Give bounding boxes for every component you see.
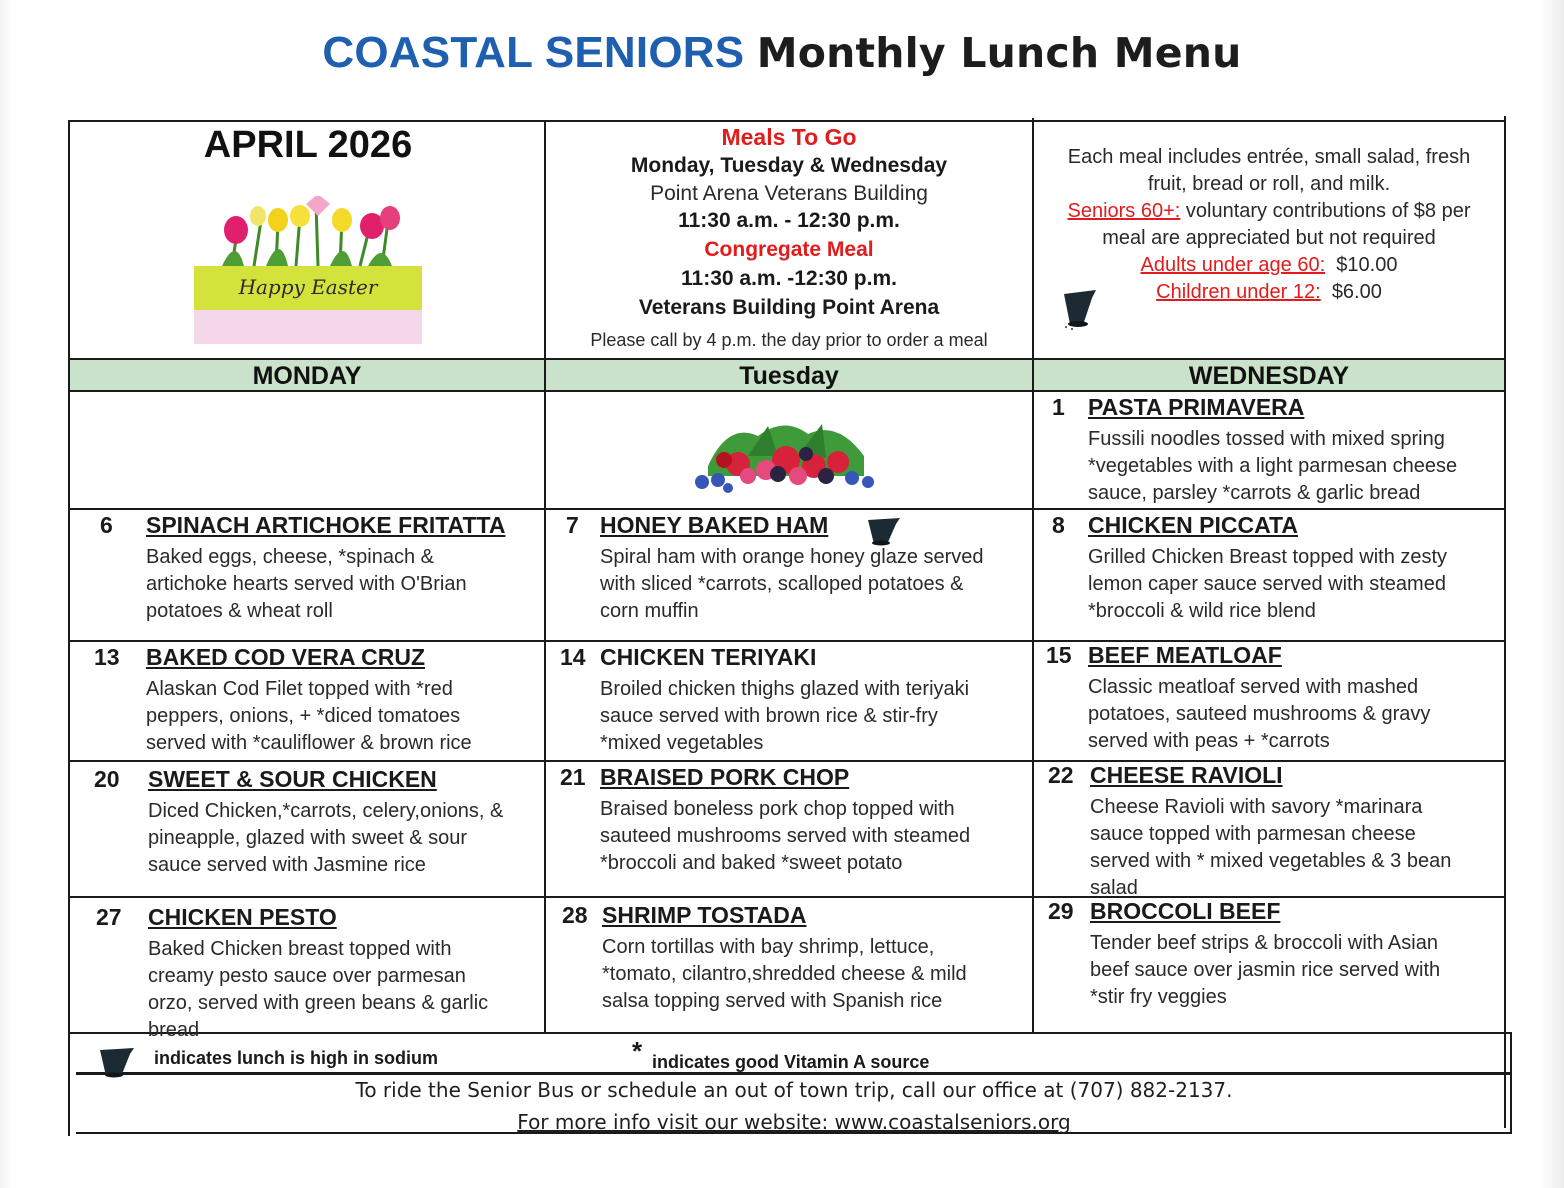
dish-name: SPINACH ARTICHOKE FRITATTA (146, 512, 506, 538)
description-line: Braised boneless pork chop topped with (600, 798, 955, 820)
description-line: salsa topping served with Spanish rice (602, 990, 943, 1012)
dish-description (600, 796, 1020, 877)
grid-line (68, 760, 1506, 762)
togo-time: 11:30 a.m. - 12:30 p.m. (678, 209, 900, 232)
description-line: *stir fry veggies (1090, 986, 1227, 1008)
description-line: Baked eggs, cheese, *spinach & (146, 546, 434, 568)
legend-vitamin: indicates good Vitamin A source (652, 1052, 930, 1072)
day-number: 1 (1052, 394, 1065, 420)
dish-name: CHICKEN TERIYAKI (600, 644, 817, 670)
dish-name: PASTA PRIMAVERA (1088, 394, 1305, 420)
description-line: artichoke hearts served with O'Brian (146, 573, 467, 595)
description-line: Broiled chicken thighs glazed with teriyaki (600, 678, 970, 700)
day-number: 14 (560, 644, 586, 670)
description-line: Classic meatloaf served with mashed (1088, 676, 1419, 698)
day-number: 7 (566, 512, 579, 538)
includes-line-1: Each meal includes entrée, small salad, fresh (1067, 146, 1471, 168)
grid-line (68, 390, 1506, 392)
day-number: 29 (1048, 898, 1074, 924)
description-line: Spiral ham with orange honey glaze served (600, 546, 984, 568)
congregate-time: 11:30 a.m. -12:30 p.m. (681, 267, 897, 290)
brand-name: COASTAL SENIORS (322, 28, 745, 77)
dish-description (602, 934, 1022, 1015)
description-line: Baked Chicken breast topped with (148, 938, 452, 960)
dish-name: CHICKEN PESTO (148, 904, 337, 930)
day-number: 8 (1052, 512, 1065, 538)
day-number: 15 (1046, 642, 1072, 668)
description-line: beef sauce over jasmin rice served with (1090, 959, 1441, 981)
meals-info (546, 122, 1032, 357)
adults-label: Adults under age 60: (1140, 254, 1326, 276)
dish-name: SHRIMP TOSTADA (602, 902, 807, 928)
day-number: 22 (1048, 762, 1074, 788)
description-line: *mixed vegetables (600, 732, 764, 754)
grid-line (68, 640, 1506, 642)
description-line: *broccoli and baked *sweet potato (600, 852, 903, 874)
description-line: Corn tortillas with bay shrimp, lettuce, (602, 936, 935, 958)
description-line: salad (1090, 877, 1138, 899)
sodium-shaker-icon (96, 1046, 138, 1078)
day-number: 6 (100, 512, 113, 538)
dish-description (600, 676, 1020, 757)
dish-name: CHICKEN PICCATA (1088, 512, 1298, 538)
dish-description (1088, 674, 1508, 755)
seniors-text-2: meal are appreciated but not required (1102, 227, 1436, 249)
sodium-shaker-icon (864, 516, 904, 546)
call-note: Please call by 4 p.m. the day prior to order a meal (590, 330, 988, 350)
grid-line (1032, 118, 1034, 1032)
congregate-heading: Congregate Meal (704, 238, 874, 261)
includes-line-2: fruit, bread or roll, and milk. (1147, 173, 1391, 195)
description-line: Grilled Chicken Breast topped with zesty (1088, 546, 1448, 568)
description-line: Fussili noodles tossed with mixed spring (1088, 428, 1445, 450)
footer-bus: To ride the Senior Bus or schedule an out of town trip, call our office at (707) 882-2137. (355, 1078, 1233, 1102)
page-title (0, 28, 1564, 78)
easter-text: Happy Easter (238, 275, 378, 299)
description-line: creamy pesto sauce over parmesan (148, 965, 466, 987)
header-tuesday: Tuesday (546, 360, 1032, 390)
adults-price: $10.00 (1336, 254, 1398, 276)
description-line: sauce served with brown rice & stir-fry (600, 705, 938, 727)
dish-description (146, 676, 566, 757)
togo-days: Monday, Tuesday & Wednesday (630, 154, 948, 177)
description-line: sauce, parsley *carrots & garlic bread (1088, 482, 1421, 504)
month-heading: APRIL 2026 (203, 124, 413, 166)
description-line: served with * mixed vegetables & 3 bean (1090, 850, 1452, 872)
description-line: peppers, onions, + *diced tomatoes (146, 705, 461, 727)
legend-star: * (632, 1036, 643, 1066)
legend-sodium: indicates lunch is high in sodium (154, 1048, 439, 1068)
description-line: Diced Chicken,*carrots, celery,onions, & (148, 800, 504, 822)
title-rest: Monthly Lunch Menu (756, 29, 1242, 77)
description-line: Alaskan Cod Filet topped with *red (146, 678, 453, 700)
dish-name: CHEESE RAVIOLI (1090, 762, 1283, 788)
description-line: *tomato, cilantro,shredded cheese & mild (602, 963, 967, 985)
grid-line (68, 120, 70, 1136)
easter-flowers-image (192, 196, 424, 346)
dish-description (600, 544, 1020, 625)
dish-name: BAKED COD VERA CRUZ (146, 644, 425, 670)
header-monday: MONDAY (70, 360, 544, 390)
description-line: sauce topped with parmesan cheese (1090, 823, 1416, 845)
description-line: lemon caper sauce served with steamed (1088, 573, 1446, 595)
description-line: corn muffin (600, 600, 699, 622)
day-number: 28 (562, 902, 588, 928)
description-line: served with *cauliflower & brown rice (146, 732, 472, 754)
day-number: 21 (560, 764, 586, 790)
togo-place: Point Arena Veterans Building (650, 182, 928, 205)
congregate-place: Veterans Building Point Arena (638, 296, 940, 319)
description-line: sauce served with Jasmine rice (148, 854, 426, 876)
header-wednesday: WEDNESDAY (1034, 360, 1504, 390)
day-number: 20 (94, 766, 120, 792)
dish-description (1088, 426, 1508, 507)
description-line: potatoes, sauteed mushrooms & gravy (1088, 703, 1431, 725)
day-number: 13 (94, 644, 120, 670)
dish-description (1090, 930, 1510, 1011)
dish-description (148, 936, 568, 1044)
description-line: pineapple, glazed with sweet & sour (148, 827, 468, 849)
seniors-label: Seniors 60+: (1067, 200, 1181, 222)
description-line: bread (148, 1019, 200, 1041)
description-line: orzo, served with green beans & garlic (148, 992, 489, 1014)
berries-image (688, 416, 880, 496)
children-label: Children under 12: (1156, 281, 1321, 303)
footer-website[interactable]: For more info visit our website: www.coastalseniors.org (517, 1110, 1071, 1134)
children-price: $6.00 (1331, 281, 1382, 303)
seniors-text: voluntary contributions of $8 per (1185, 200, 1471, 222)
pricing-info (1036, 144, 1502, 306)
meals-to-go-heading: Meals To Go (721, 124, 857, 150)
day-number: 27 (96, 904, 122, 930)
dish-name: BRAISED PORK CHOP (600, 764, 850, 790)
dish-name: BROCCOLI BEEF (1090, 898, 1281, 924)
dish-name: HONEY BAKED HAM (600, 512, 829, 538)
description-line: *vegetables with a light parmesan cheese (1088, 455, 1458, 477)
description-line: *broccoli & wild rice blend (1088, 600, 1316, 622)
dish-description (1088, 544, 1508, 625)
description-line: with sliced *carrots, scalloped potatoes & (600, 573, 964, 595)
sodium-shaker-icon (1058, 288, 1102, 330)
description-line: Cheese Ravioli with savory *marinara (1090, 796, 1423, 818)
description-line: sauteed mushrooms served with steamed (600, 825, 971, 847)
dish-description (1090, 794, 1510, 902)
dish-description (148, 798, 568, 879)
description-line: served with peas + *carrots (1088, 730, 1330, 752)
description-line: potatoes & wheat roll (146, 600, 333, 622)
grid-line (68, 508, 1506, 510)
dish-description (146, 544, 566, 625)
dish-name: BEEF MEATLOAF (1088, 642, 1282, 668)
description-line: Tender beef strips & broccoli with Asian (1090, 932, 1438, 954)
dish-name: SWEET & SOUR CHICKEN (148, 766, 437, 792)
